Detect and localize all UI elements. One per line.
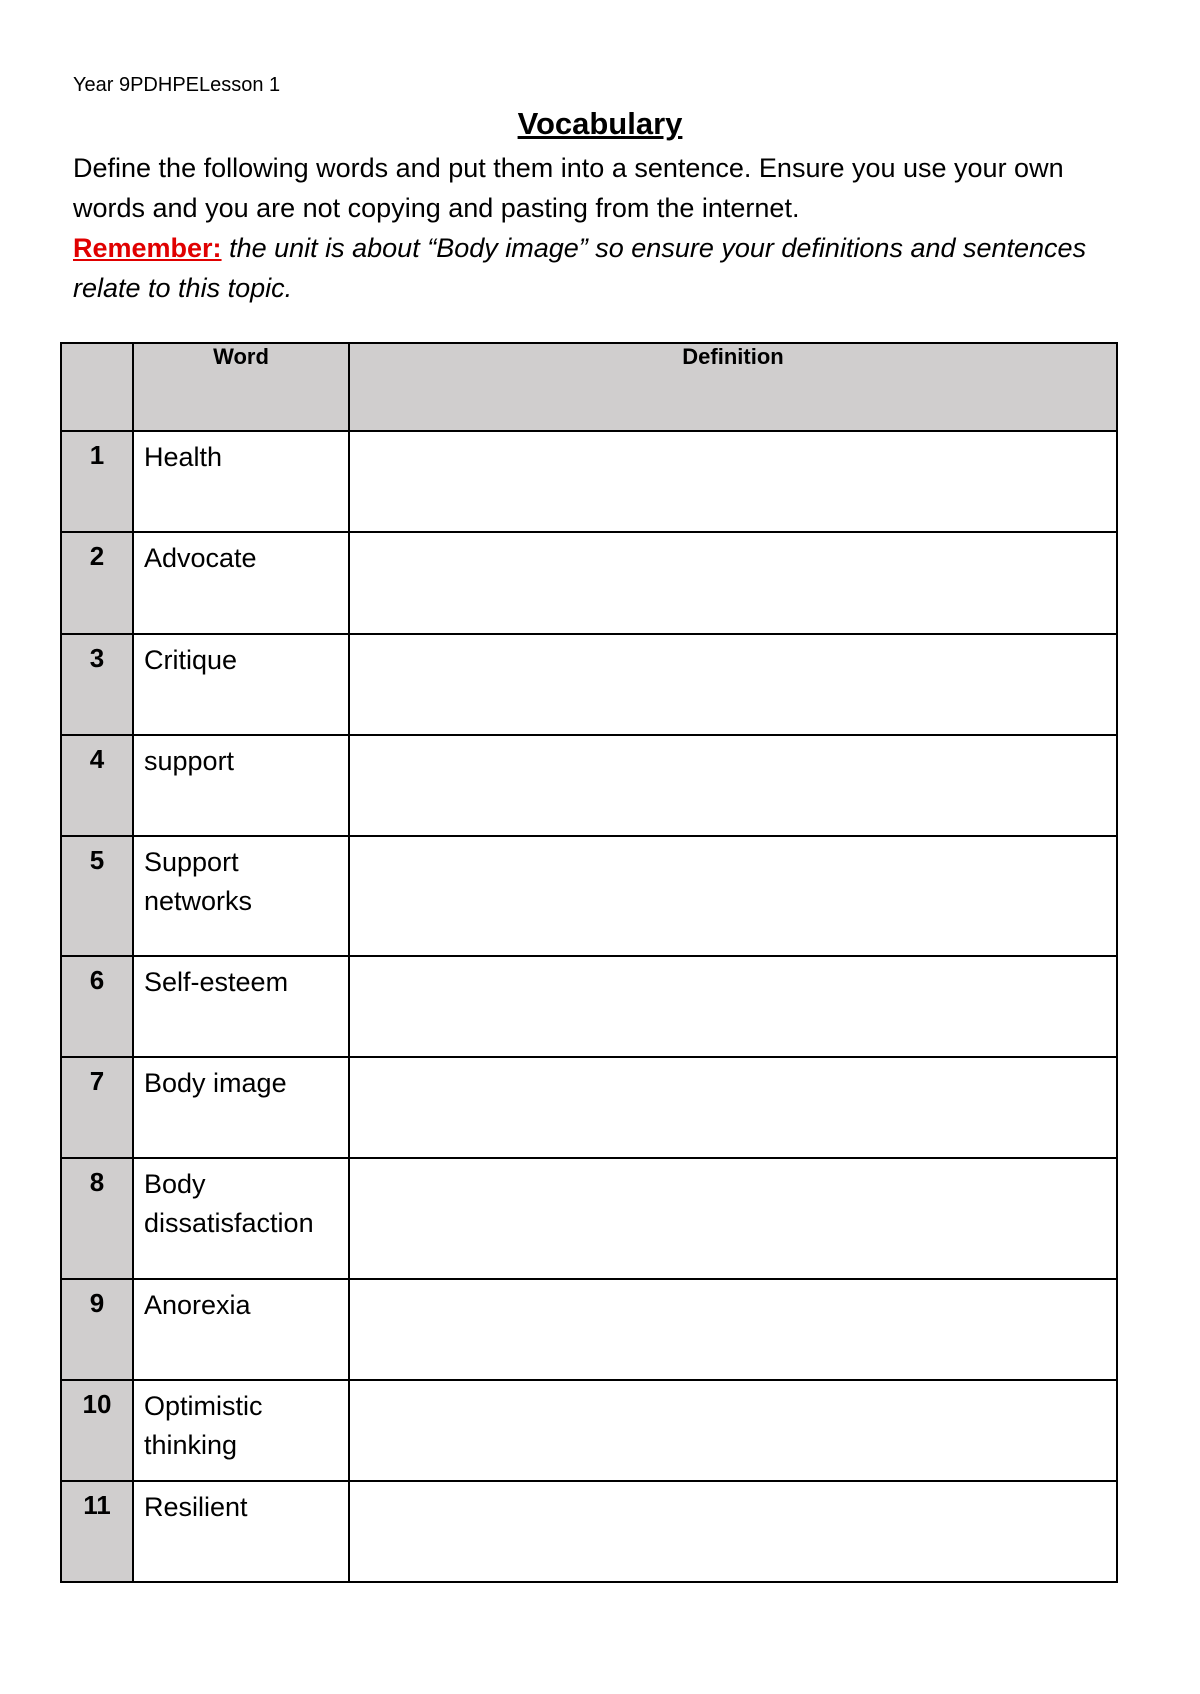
vocab-word: support [133,735,349,836]
row-number: 1 [61,431,133,532]
vocab-word: Resilient [133,1481,349,1582]
remember-label: Remember: [73,233,222,263]
vocab-word: Body dissatisfaction [133,1158,349,1279]
row-number: 10 [61,1380,133,1481]
vocab-word: Self-esteem [133,956,349,1057]
vocabulary-table [60,342,1118,1583]
definition-cell[interactable] [349,634,1117,735]
vocab-word: Health [133,431,349,532]
remember-note [73,228,1133,308]
table-row [61,1481,1117,1582]
document-header: Year 9PDHPELesson 1 [73,74,281,96]
instructions-text: Define the following words and put them into a sentence. Ensure you use your own words and you are not copying and pasting from the internet. [73,153,1064,223]
number-column-header [61,343,133,431]
table-body [61,431,1117,1582]
definition-cell[interactable] [349,1158,1117,1279]
definition-cell[interactable] [349,1481,1117,1582]
vocab-word: Optimistic thinking [133,1380,349,1481]
table-row [61,1057,1117,1158]
page-title: Vocabulary [517,106,683,141]
row-number: 7 [61,1057,133,1158]
definition-column-header: Definition [349,343,1117,431]
table-row [61,634,1117,735]
table-row [61,956,1117,1057]
definition-cell[interactable] [349,836,1117,956]
vocab-word: Anorexia [133,1279,349,1380]
vocab-word: Advocate [133,532,349,634]
vocab-word: Critique [133,634,349,735]
table-header-row [61,343,1117,431]
row-number: 11 [61,1481,133,1582]
remember-text: the unit is about “Body image” so ensure your definitions and sentences relate to this topic. [73,233,1087,303]
definition-cell[interactable] [349,735,1117,836]
row-number: 3 [61,634,133,735]
table-row [61,1158,1117,1279]
row-number: 2 [61,532,133,634]
table-row [61,1380,1117,1481]
definition-cell[interactable] [349,956,1117,1057]
table-row [61,1279,1117,1380]
table-row [61,735,1117,836]
table-row [61,431,1117,532]
definition-cell[interactable] [349,532,1117,634]
row-number: 4 [61,735,133,836]
vocab-word: Support networks [133,836,349,956]
definition-cell[interactable] [349,1380,1117,1481]
table-row [61,532,1117,634]
row-number: 6 [61,956,133,1057]
row-number: 8 [61,1158,133,1279]
definition-cell[interactable] [349,431,1117,532]
row-number: 5 [61,836,133,956]
table-row [61,836,1117,956]
word-column-header: Word [133,343,349,431]
vocab-word: Body image [133,1057,349,1158]
definition-cell[interactable] [349,1057,1117,1158]
definition-cell[interactable] [349,1279,1117,1380]
instructions [73,148,1133,308]
row-number: 9 [61,1279,133,1380]
